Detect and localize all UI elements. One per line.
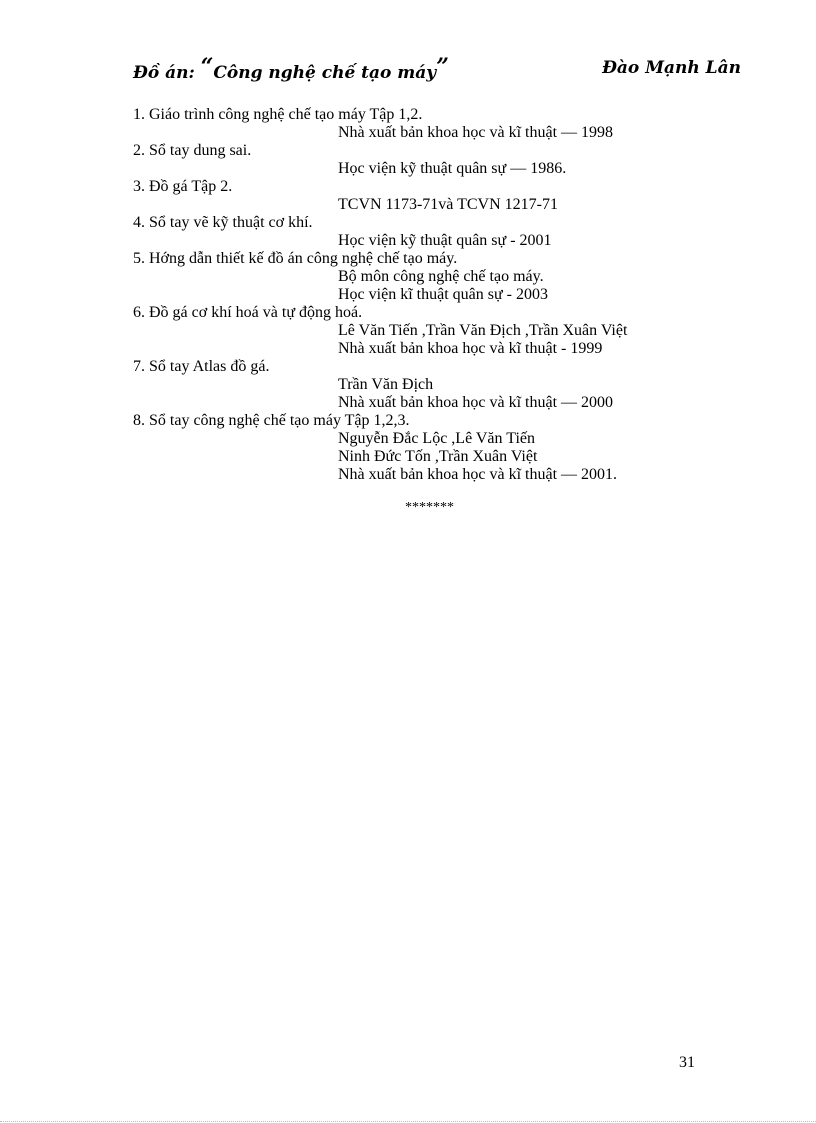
reference-list bbox=[133, 106, 733, 484]
reference-title: 6. Đồ gá cơ khí hoá và tự động hoá. bbox=[133, 304, 363, 321]
reference-detail: Nhà xuất bản khoa học và kĩ thuật — 2000 bbox=[338, 394, 614, 411]
header-close-quote: ” bbox=[436, 54, 449, 80]
reference-detail: Nhà xuất bản khoa học và kĩ thuật — 2001. bbox=[338, 466, 618, 483]
reference-title: 8. Sổ tay công nghệ chế tạo máy Tập 1,2,3. bbox=[133, 412, 410, 429]
header-author: Đào Mạnh Lân bbox=[602, 58, 741, 78]
page-header bbox=[133, 54, 741, 88]
reference-detail: Bộ môn công nghệ chế tạo máy. bbox=[338, 268, 544, 285]
reference-item bbox=[133, 412, 733, 484]
reference-title: 2. Sổ tay dung sai. bbox=[133, 142, 252, 159]
section-separator: ******* bbox=[405, 500, 454, 515]
reference-title: 4. Sổ tay vẽ kỹ thuật cơ khí. bbox=[133, 214, 313, 231]
reference-title: 3. Đồ gá Tập 2. bbox=[133, 178, 233, 195]
reference-detail: Học viện kĩ thuật quân sự - 2003 bbox=[338, 286, 548, 303]
header-title: Công nghệ chế tạo máy bbox=[213, 63, 437, 83]
reference-item bbox=[133, 358, 733, 412]
reference-item bbox=[133, 214, 733, 250]
page-number: 31 bbox=[679, 1054, 695, 1071]
reference-detail: Học viện kỹ thuật quân sự — 1986. bbox=[338, 160, 567, 177]
reference-detail: Ninh Đức Tốn ,Trần Xuân Việt bbox=[338, 448, 538, 465]
reference-title: 7. Sổ tay Atlas đồ gá. bbox=[133, 358, 270, 375]
reference-item bbox=[133, 250, 733, 304]
reference-detail: Nhà xuất bản khoa học và kĩ thuật — 1998 bbox=[338, 124, 614, 141]
header-open-quote: “ bbox=[200, 54, 214, 80]
reference-item bbox=[133, 106, 733, 142]
footer-divider bbox=[0, 1121, 816, 1122]
reference-item bbox=[133, 304, 733, 358]
reference-item bbox=[133, 178, 733, 214]
reference-detail: Trần Văn Địch bbox=[338, 376, 434, 393]
header-prefix: Đồ án: bbox=[133, 63, 195, 83]
reference-detail: Nhà xuất bản khoa học và kĩ thuật - 1999 bbox=[338, 340, 603, 357]
reference-title: 1. Giáo trình công nghệ chế tạo máy Tập 1,2. bbox=[133, 106, 423, 123]
reference-detail: Lê Văn Tiến ,Trần Văn Địch ,Trần Xuân Việt bbox=[338, 322, 628, 339]
reference-detail: Học viện kỹ thuật quân sự - 2001 bbox=[338, 232, 552, 249]
reference-detail: Nguyễn Đắc Lộc ,Lê Văn Tiến bbox=[338, 430, 535, 447]
reference-title: 5. Hớng dẫn thiết kế đồ án công nghệ chế tạo máy. bbox=[133, 250, 458, 267]
header-project-title bbox=[133, 54, 449, 84]
reference-item bbox=[133, 142, 733, 178]
reference-detail: TCVN 1173-71và TCVN 1217-71 bbox=[338, 196, 558, 213]
